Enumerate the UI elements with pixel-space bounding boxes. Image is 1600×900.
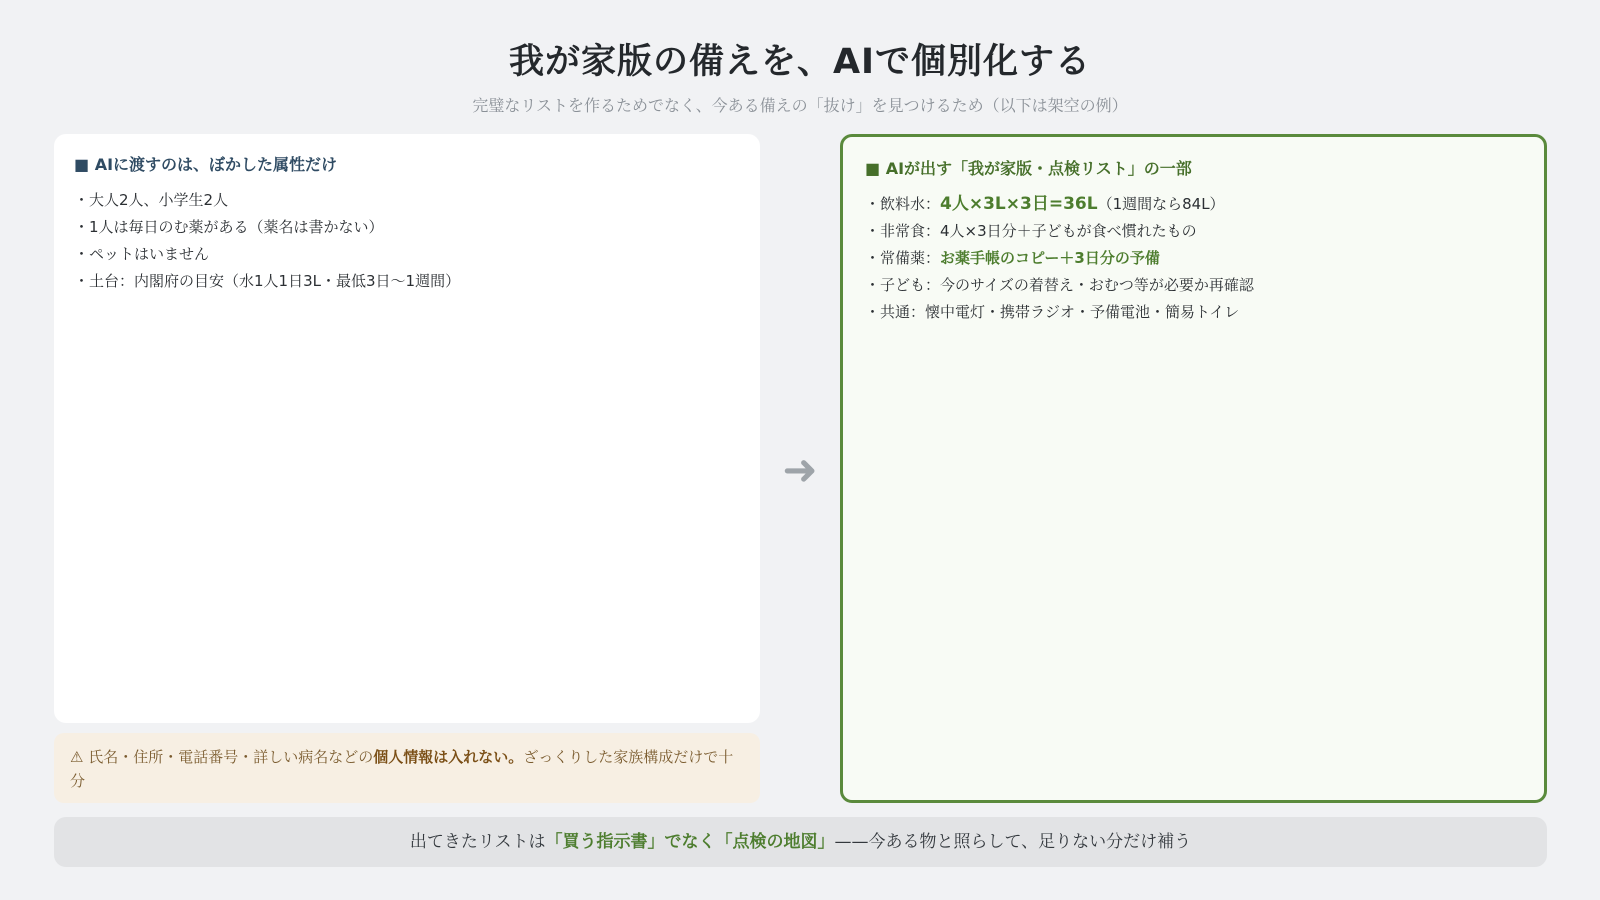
checklist-panel-heading: ■ AIが出す「我が家版・点検リスト」の一部 — [865, 159, 1192, 178]
input-attributes-list — [74, 187, 740, 295]
ai-checklist-panel — [840, 134, 1547, 803]
item-rest: 今のサイズの着替え・おむつ等が必要か再確認 — [940, 276, 1254, 294]
item-rest: 4人×3日分＋子どもが食べ慣れたもの — [940, 222, 1197, 240]
warning-text: ⚠ 氏名・住所・電話番号・詳しい病名などの — [70, 748, 374, 766]
item-label: ・常備薬： — [865, 249, 941, 267]
item-label: ・非常食： — [865, 222, 941, 240]
item-label: ・共通： — [865, 303, 926, 321]
item-label: ・飲料水： — [865, 195, 941, 213]
page-title: 我が家版の備えを、AIで個別化する — [508, 42, 1092, 82]
summary-text-suffix: ——今ある物と照らして、足りない分だけ補う — [834, 832, 1192, 852]
warning-emphasis: 個人情報は入れない。 — [373, 748, 524, 766]
input-attributes-panel — [54, 134, 760, 723]
page-subtitle: 完璧なリストを作るためでなく、今ある備えの「抜け」を見つけるため（以下は架空の例） — [472, 96, 1128, 115]
item-highlight: 4人×3L×3日=36L — [940, 194, 1098, 214]
checklist-item-common — [865, 299, 1522, 326]
list-item: ・大人2人、小学生2人 — [74, 191, 229, 209]
checklist-item-children — [865, 272, 1522, 299]
warning-text-suffix: ざっくりした家族構成だけで十分 — [70, 748, 734, 790]
item-label: ・子ども： — [865, 276, 941, 294]
item-highlight: お薬手帳のコピー＋3日分の予備 — [940, 249, 1160, 267]
input-panel-heading: ■ AIに渡すのは、ぼかした属性だけ — [74, 155, 338, 174]
list-item: ・1人は毎日のむ薬がある（薬名は書かない） — [74, 218, 384, 236]
checklist — [865, 191, 1522, 326]
item-rest: 懐中電灯・携帯ラジオ・予備電池・簡易トイレ — [925, 303, 1240, 321]
checklist-item-medicine — [865, 245, 1522, 272]
summary-text: 出てきたリストは — [409, 832, 546, 852]
arrow-right-icon: ➜ — [782, 445, 818, 494]
summary-emphasis: 「買う指示書」でなく「点検の地図」 — [545, 832, 835, 852]
checklist-item-food — [865, 218, 1522, 245]
item-rest: （1週間なら84L） — [1097, 195, 1225, 213]
checklist-item-water — [865, 191, 1522, 218]
summary-bar — [54, 817, 1547, 867]
privacy-warning — [54, 733, 760, 803]
list-item: ・土台：内閣府の目安（水1人1日3L・最低3日〜1週間） — [74, 272, 461, 290]
list-item: ・ペットはいません — [74, 245, 210, 263]
